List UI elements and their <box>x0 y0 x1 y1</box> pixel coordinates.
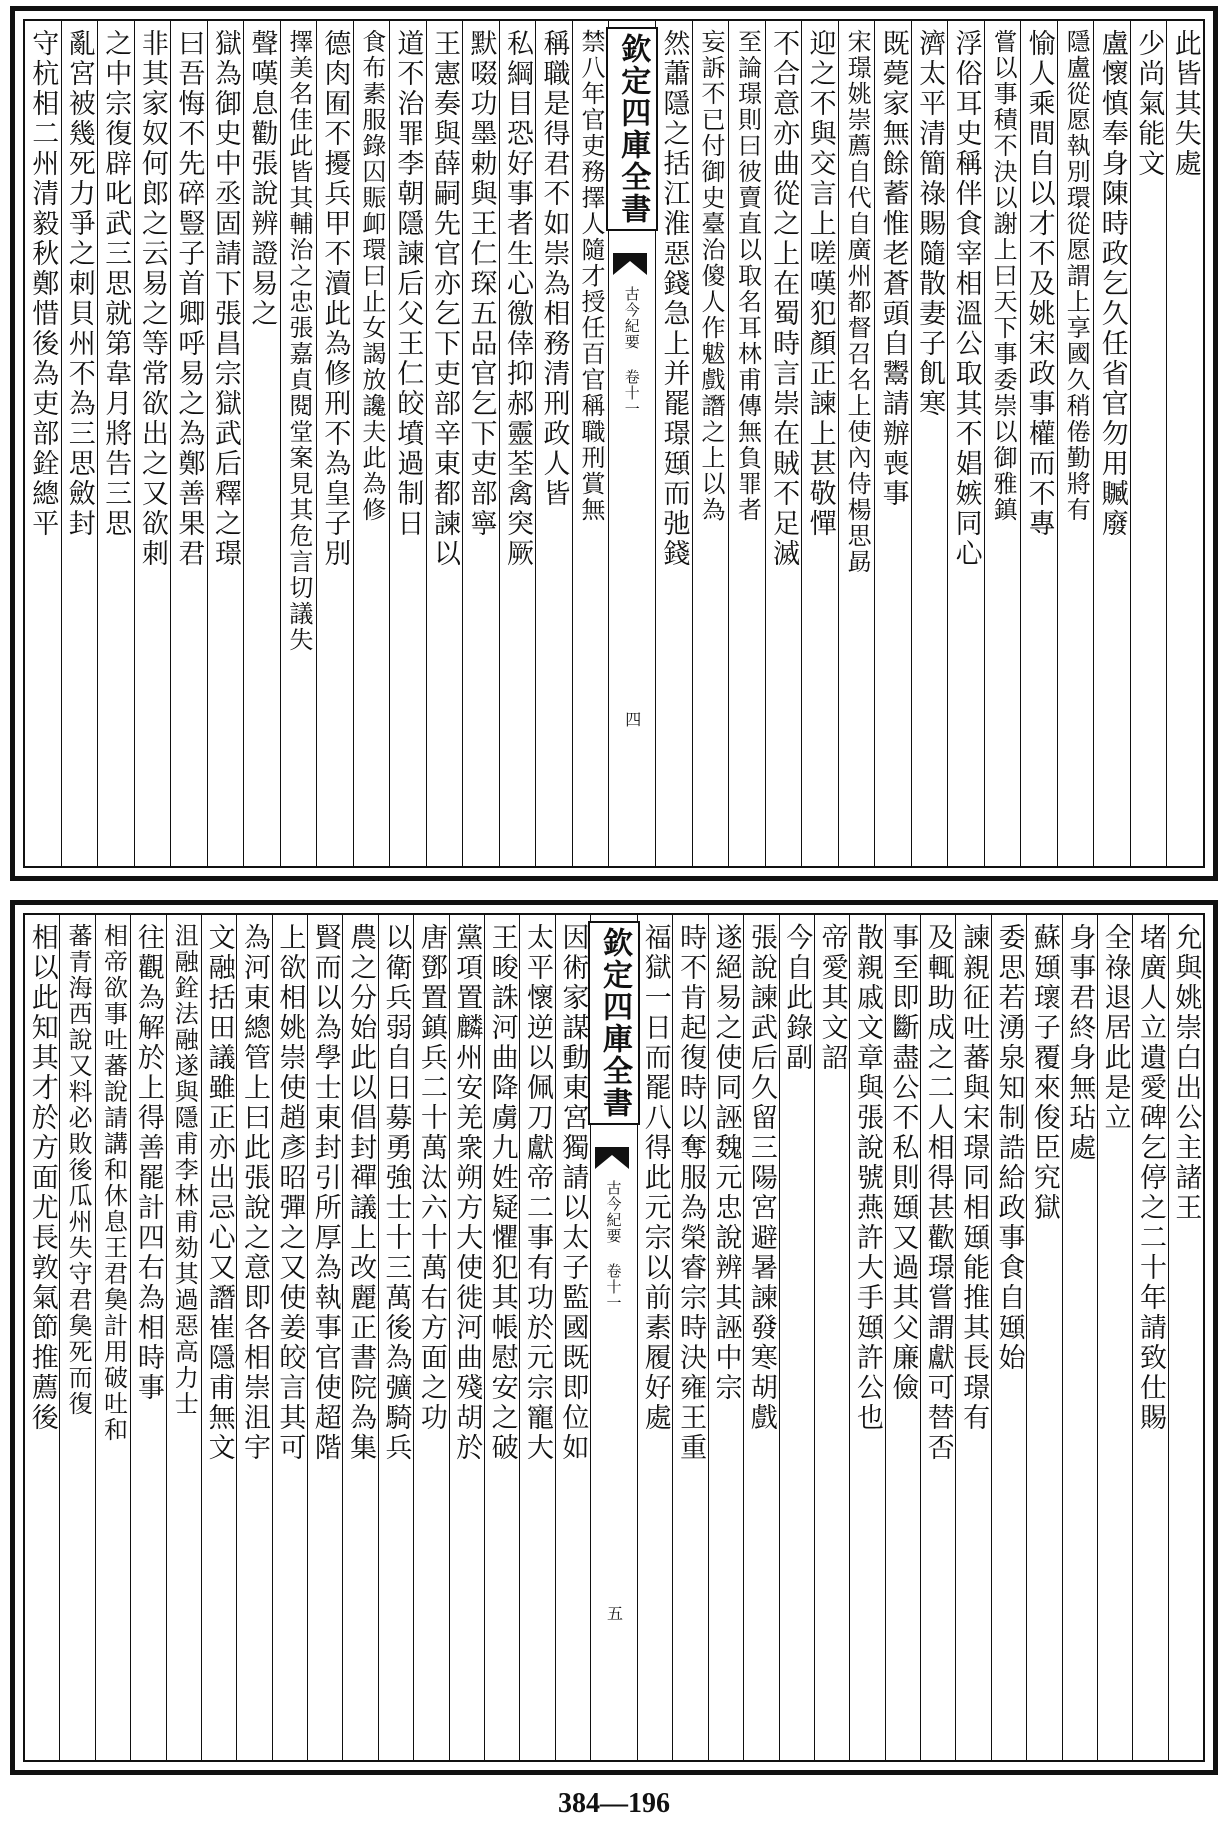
fishtail-mark-icon <box>613 251 647 277</box>
column-text: 蘇頲瓌子覆來俊臣究獄 <box>1028 923 1060 1223</box>
text-column <box>692 21 729 866</box>
column-text: 此皆其失處 <box>1169 29 1201 179</box>
column-text: 堵廣人立遺愛碑乞停之二十年請致仕賜 <box>1134 923 1166 1433</box>
column-text: 妄訴不已付御史臺治傻人作魃戲譖之上以為 <box>697 29 726 523</box>
column-text: 少尚氣能文 <box>1133 29 1165 179</box>
text-column <box>449 915 484 1760</box>
column-text: 往觀為解於上得善罷計四右為相時事 <box>132 923 164 1403</box>
text-column <box>1130 21 1167 866</box>
column-text: 相帝欲事吐蕃說請講和休息王君㚟計用破吐和 <box>99 923 128 1443</box>
column-text: 諫親征吐蕃與宋璟同相頲能推其長璟有 <box>958 923 990 1433</box>
column-text: 文融括田議雖正亦出忌心又譖崔隱甫無文 <box>203 923 235 1463</box>
page-number: 384—196 <box>558 1788 670 1819</box>
column-text: 宋璟姚崇薦自代自廣州都督召名上使內侍楊思勗 <box>843 29 872 575</box>
text-column <box>134 21 171 866</box>
page-frame <box>23 913 1205 1762</box>
text-column <box>61 21 98 866</box>
text-column <box>1062 915 1097 1760</box>
column-text: 因術家謀動東宮獨請以太子監國既即位如 <box>557 923 589 1463</box>
column-text: 唐鄧置鎮兵二十萬汰六十萬右方面之功 <box>415 923 447 1433</box>
folio-number: 五 <box>604 1605 624 1621</box>
text-column <box>413 915 448 1760</box>
column-text: 今自此錄副 <box>781 923 813 1073</box>
center-margin <box>608 21 655 866</box>
column-text: 全祿退居此是立 <box>1099 923 1131 1133</box>
text-column <box>708 915 743 1760</box>
column-text: 以衛兵弱自日募勇強士十三萬後為彍騎兵 <box>380 923 412 1463</box>
column-text: 浮俗耳史稱伴食宰相溫公取其不娼嫉同心 <box>950 29 982 569</box>
text-column <box>166 915 201 1760</box>
column-text: 允與姚崇白出公主諸王 <box>1170 923 1202 1223</box>
text-column <box>207 21 244 866</box>
column-text: 遂絕易之使同誣魏元忠說辨其誣中宗 <box>710 923 742 1403</box>
column-text: 聲嘆息勸張說辨證易之 <box>246 29 278 329</box>
text-columns <box>25 21 1203 866</box>
text-column <box>728 21 765 866</box>
text-column <box>243 21 280 866</box>
column-text: 為河東總管上曰此張說之意即各相崇沮宇 <box>238 923 270 1463</box>
column-text: 德肉囿不擾兵甲不瀆此為修刑不為皇子別 <box>319 29 351 569</box>
column-text: 之中宗復辟叱武三思就第韋月將告三思 <box>100 29 132 539</box>
fishtail-mark-icon <box>595 1145 629 1171</box>
text-column <box>25 915 59 1760</box>
book-title: 欽定四庫全書 <box>588 921 640 1125</box>
column-text: 上欲相姚崇使趙彥昭彈之又使姜皎言其可 <box>274 923 306 1463</box>
page-upper <box>10 6 1218 881</box>
text-column <box>353 21 390 866</box>
column-text: 賢而以為學士東封引所厚為執事官使超階 <box>309 923 341 1463</box>
column-text: 蕃青海西說又料必敗後瓜州失守君㚟死而復 <box>64 923 93 1417</box>
text-column <box>765 21 802 866</box>
column-text: 禁八年官吏務擇人隨才授任百官稱職刑賞無 <box>577 29 605 523</box>
column-text: 帝愛其文詔 <box>816 923 848 1073</box>
column-text: 濟太平清簡祿賜隨散妻子飢寒 <box>914 29 946 419</box>
column-text: 亂宮被幾死力爭之刺貝州不為三思斂封 <box>63 29 95 539</box>
volume-label: 古今紀要 卷十一 <box>604 1180 623 1311</box>
column-text: 私綱目恐好事者生心徼倖抑郝靈荃禽突厥 <box>501 29 533 569</box>
column-text: 稱職是得君不如崇為相務清刑政人皆 <box>538 29 570 509</box>
text-column <box>984 21 1021 866</box>
text-column <box>307 915 342 1760</box>
text-column <box>342 915 377 1760</box>
text-column <box>535 21 572 866</box>
text-column <box>426 21 463 866</box>
column-text: 嘗以事積不決以謝上曰天下事委崇以御雅鎮 <box>989 29 1018 523</box>
column-text: 農之分始此以倡封禪議上改麗正書院為集 <box>345 923 377 1463</box>
text-column <box>801 21 838 866</box>
text-column <box>991 915 1026 1760</box>
text-column <box>25 21 61 866</box>
column-text: 及輒助成之二人相得甚歡璟嘗謂獻可替否 <box>922 923 954 1463</box>
volume-label: 古今紀要 卷十一 <box>622 286 641 417</box>
text-column <box>814 915 849 1760</box>
column-text: 沮融銓法融遂與隱甫李林甫劾其過惡高力士 <box>170 923 199 1417</box>
column-text: 相以此知其才於方面尤長敦氣節推薦後 <box>26 923 58 1433</box>
column-text: 默啜功墨勅與王仁琛五品官乞下吏部寧 <box>465 29 497 539</box>
page-lower <box>10 900 1218 1775</box>
text-column <box>201 915 236 1760</box>
center-margin <box>590 915 637 1760</box>
text-column <box>911 21 948 866</box>
column-text: 守杭相二州清毅秋鄭惜後為吏部銓總平 <box>27 29 59 539</box>
text-column <box>1166 21 1203 866</box>
text-column <box>519 915 554 1760</box>
column-text: 隱盧從愿執別環從愿謂上享國久稍倦勤將有 <box>1062 29 1091 523</box>
column-text: 獄為御史中丞固請下張昌宗獄武后釋之璟 <box>209 29 241 569</box>
column-text: 太平懷逆以佩刀獻帝二事有功於元宗寵大 <box>521 923 553 1463</box>
text-column <box>316 21 353 866</box>
column-text: 時不肯起復時以奪服為榮睿宗時決雍王重 <box>675 923 707 1463</box>
text-column <box>389 21 426 866</box>
text-column <box>672 915 707 1760</box>
text-column <box>97 21 134 866</box>
text-column <box>484 915 519 1760</box>
text-column <box>1057 21 1094 866</box>
text-column <box>637 915 672 1760</box>
column-text: 食布素服錄囚賑卹環曰止女謁放讒夫此為修 <box>357 29 386 523</box>
column-text: 至論璟則曰彼賣直以取名耳林甫傳無負罪者 <box>733 29 762 523</box>
text-column <box>1097 915 1132 1760</box>
column-text: 王晙誅河曲降虜九姓疑懼犯其帳慰安之破 <box>486 923 518 1463</box>
text-column <box>95 915 130 1760</box>
column-text: 道不治罪李朝隱諫后父王仁皎墳過制日 <box>392 29 424 539</box>
text-column <box>1026 915 1061 1760</box>
text-column <box>462 21 499 866</box>
text-column <box>1020 21 1057 866</box>
column-text: 事至即斷盡公不私則頲又過其父廉儉 <box>887 923 919 1403</box>
page-frame <box>23 19 1205 868</box>
text-column <box>838 21 875 866</box>
column-text: 盧懷慎奉身陳時政乞久任省官勿用贓廢 <box>1096 29 1128 539</box>
column-text: 擇美名佳此皆其輔治之忠張嘉貞閱堂案見其危言切議失 <box>284 29 313 653</box>
text-column <box>920 915 955 1760</box>
text-column <box>1132 915 1167 1760</box>
book-title: 欽定四庫全書 <box>606 27 658 231</box>
text-column <box>1168 915 1203 1760</box>
text-column <box>59 915 94 1760</box>
text-column <box>555 915 590 1760</box>
column-text: 黨項置麟州安羌衆朔方大使徙河曲殘胡於 <box>451 923 483 1463</box>
column-text: 散親戚文章與張說號燕許大手頲許公也 <box>851 923 883 1433</box>
column-text: 然蕭隱之括江淮惡錢急上并罷璟頲而弛錢 <box>658 29 690 569</box>
text-column <box>885 915 920 1760</box>
text-column <box>955 915 990 1760</box>
text-column <box>947 21 984 866</box>
text-column <box>655 21 692 866</box>
text-column <box>499 21 536 866</box>
text-column <box>874 21 911 866</box>
text-column <box>272 915 307 1760</box>
text-column <box>572 21 609 866</box>
column-text: 既薨家無餘蓄惟老蒼頭自鬻請辦喪事 <box>877 29 909 509</box>
text-column <box>849 915 884 1760</box>
column-text: 福獄一日而罷八得此元宗以前素履好處 <box>639 923 671 1433</box>
column-text: 王憲奏與薛嗣先官亦乞下吏部辛東都諫以 <box>428 29 460 569</box>
column-text: 迎之不與交言上嗟嘆犯顏正諫上甚敬憚 <box>804 29 836 539</box>
text-column <box>743 915 778 1760</box>
column-text: 委思若湧泉知制誥給政事食自頲始 <box>993 923 1025 1373</box>
text-column <box>779 915 814 1760</box>
column-text: 曰吾悔不先碎豎子首卿呼易之為鄭善果君 <box>173 29 205 569</box>
text-column <box>1093 21 1130 866</box>
text-column <box>236 915 271 1760</box>
text-column <box>378 915 413 1760</box>
column-text: 張說諫武后久留三陽宮避暑諫發寒胡戲 <box>745 923 777 1433</box>
folio-number: 四 <box>622 711 642 727</box>
column-text: 非其家奴何郎之云易之等常欲出之又欲刺 <box>136 29 168 569</box>
column-text: 愉人乘間自以才不及姚宋政事權而不專 <box>1023 29 1055 539</box>
text-column <box>130 915 165 1760</box>
column-text: 身事君終身無玷處 <box>1064 923 1096 1163</box>
text-column <box>280 21 317 866</box>
column-text: 不合意亦曲從之上在蜀時言崇在賊不足滅 <box>768 29 800 569</box>
text-columns <box>25 915 1203 1760</box>
text-column <box>170 21 207 866</box>
